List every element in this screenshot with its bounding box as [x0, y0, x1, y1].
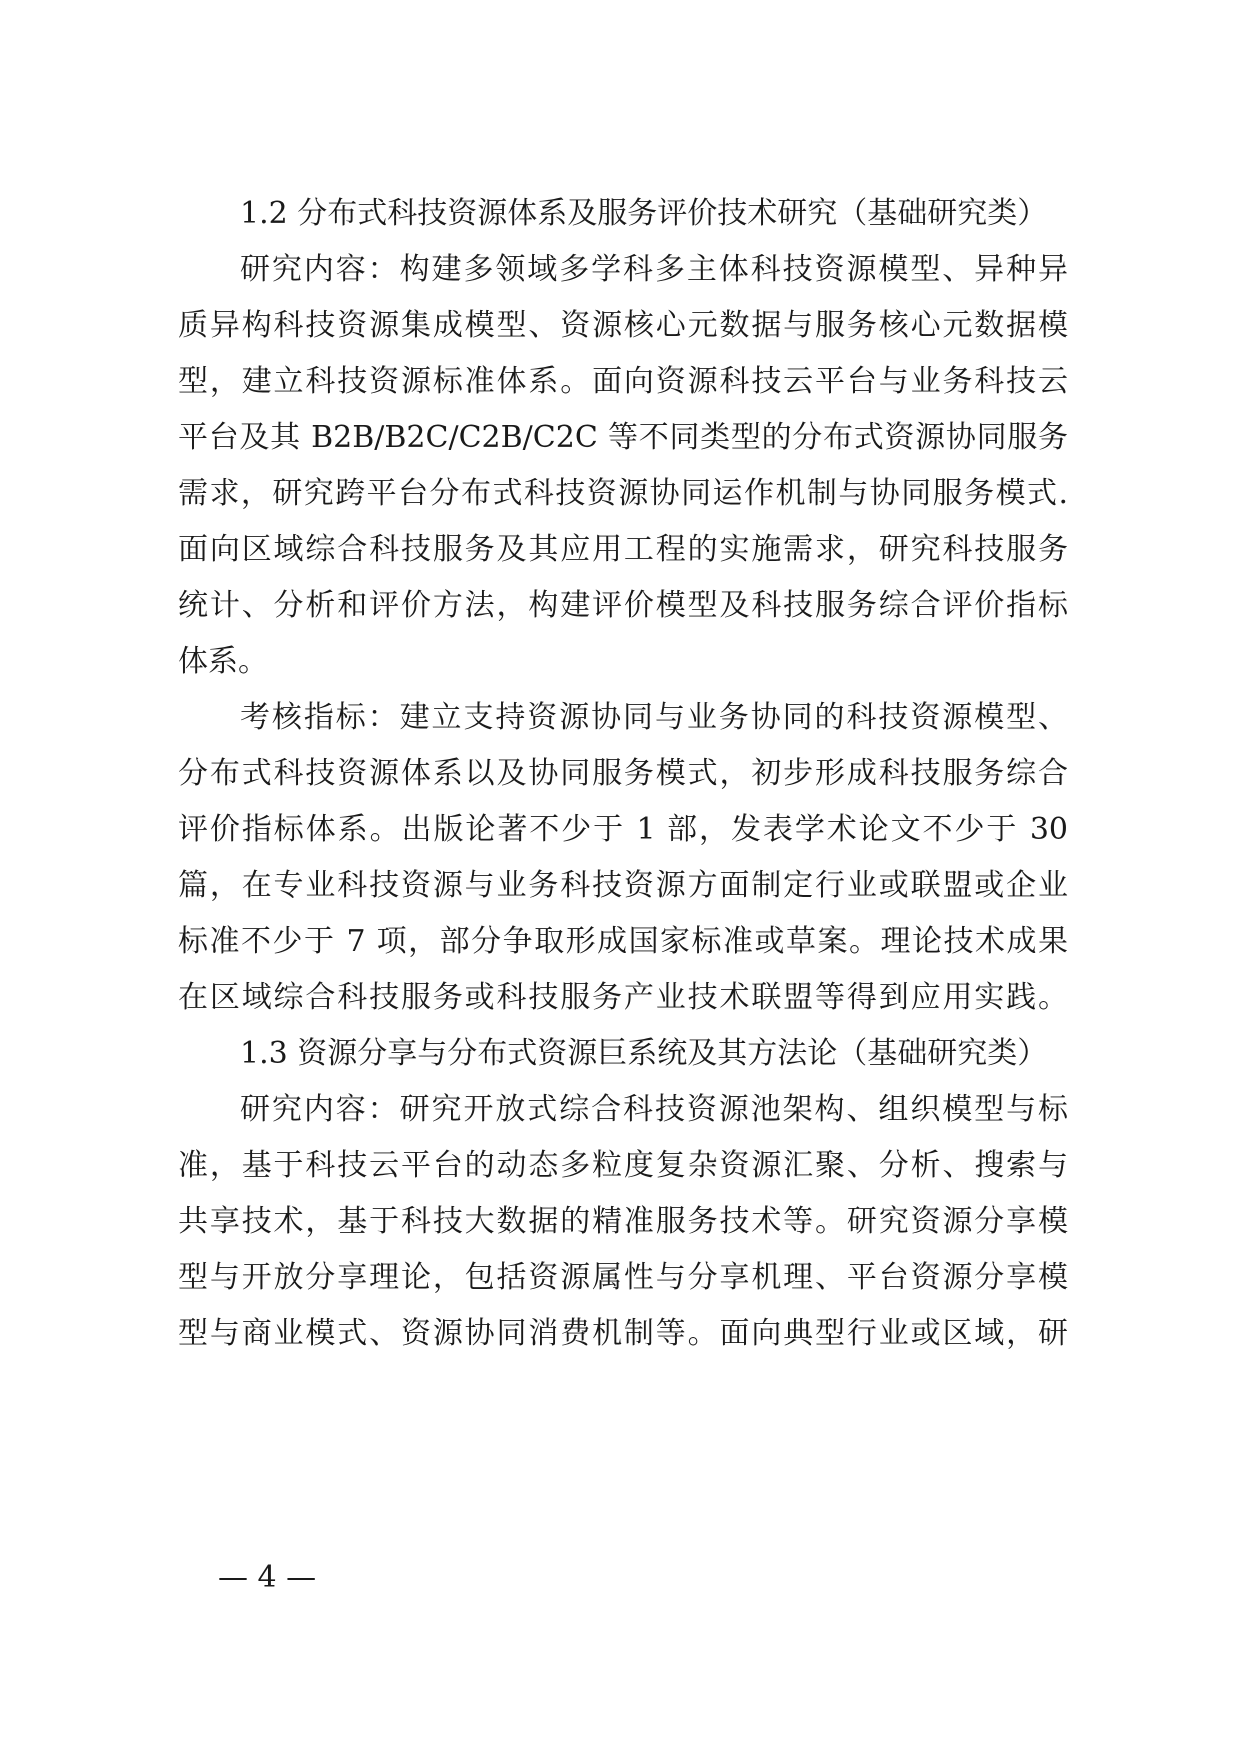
paragraph-line: 标准不少于 7 项，部分争取形成国家标准或草案。理论技术成果 [178, 924, 1068, 959]
paragraph-line: 需求，研究跨平台分布式科技资源协同运作机制与协同服务模式. [178, 476, 1068, 511]
page-number: — 4 — [218, 1560, 317, 1595]
paragraph-line: 考核指标：建立支持资源协同与业务协同的科技资源模型、 [240, 700, 1068, 735]
paragraph-line: 型，建立科技资源标准体系。面向资源科技云平台与业务科技云 [178, 364, 1068, 399]
paragraph-line: 研究内容：构建多领域多学科多主体科技资源模型、异种异 [240, 252, 1068, 287]
section-heading-1-2: 1.2 分布式科技资源体系及服务评价技术研究（基础研究类） [240, 196, 1048, 231]
paragraph-line: 共享技术，基于科技大数据的精准服务技术等。研究资源分享模 [178, 1204, 1068, 1239]
paragraph-line: 研究内容：研究开放式综合科技资源池架构、组织模型与标 [240, 1092, 1068, 1127]
paragraph-line: 评价指标体系。出版论著不少于 1 部，发表学术论文不少于 30 [178, 812, 1068, 847]
paragraph-line: 在区域综合科技服务或科技服务产业技术联盟等得到应用实践。 [178, 980, 1068, 1015]
paragraph-line: 体系。 [178, 644, 268, 679]
paragraph-line: 平台及其 B2B/B2C/C2B/C2C 等不同类型的分布式资源协同服务 [178, 420, 1068, 455]
section-heading-1-3: 1.3 资源分享与分布式资源巨系统及其方法论（基础研究类） [240, 1036, 1048, 1071]
paragraph-line: 型与开放分享理论，包括资源属性与分享机理、平台资源分享模 [178, 1260, 1068, 1295]
paragraph-line: 分布式科技资源体系以及协同服务模式，初步形成科技服务综合 [178, 756, 1068, 791]
paragraph-line: 面向区域综合科技服务及其应用工程的实施需求，研究科技服务 [178, 532, 1068, 567]
paragraph-line: 型与商业模式、资源协同消费机制等。面向典型行业或区域，研 [178, 1316, 1068, 1351]
paragraph-line: 统计、分析和评价方法，构建评价模型及科技服务综合评价指标 [178, 588, 1068, 623]
paragraph-line: 篇，在专业科技资源与业务科技资源方面制定行业或联盟或企业 [178, 868, 1068, 903]
paragraph-line: 准，基于科技云平台的动态多粒度复杂资源汇聚、分析、搜索与 [178, 1148, 1068, 1183]
paragraph-line: 质异构科技资源集成模型、资源核心元数据与服务核心元数据模 [178, 308, 1068, 343]
